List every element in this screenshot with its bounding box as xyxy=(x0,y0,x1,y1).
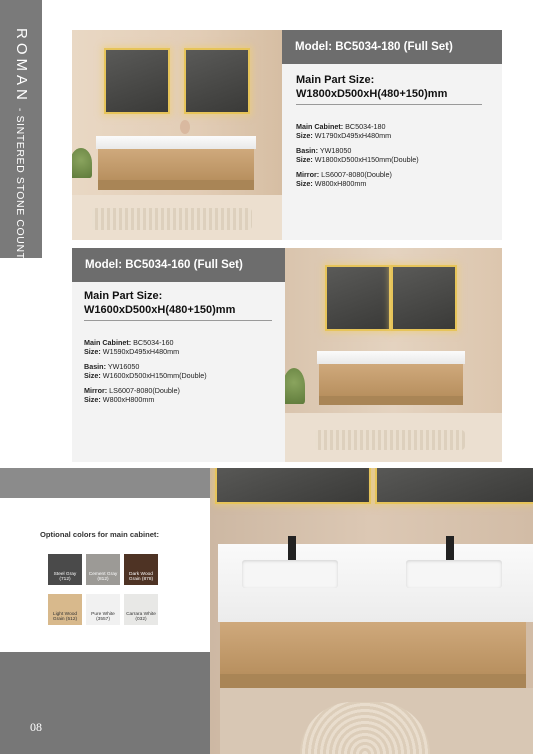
page-number: 08 xyxy=(30,720,42,734)
info-panel-2 xyxy=(72,282,285,462)
product-photo-2 xyxy=(285,248,502,462)
color-options-title: Optional colors for main cabinet: xyxy=(40,530,159,539)
spec-basin-1: Basin: YW18050 Size: W1800xD500xH150mm(Double) xyxy=(296,146,419,165)
main-part-value-1: W1800xD500xH(480+150)mm xyxy=(296,88,448,100)
swatch-dark-wood-grain: Dark Wood Grain (878) xyxy=(124,554,158,585)
sidebar-branding xyxy=(0,0,42,276)
swatch-steel-gray: Steel Gray (712) xyxy=(48,554,82,585)
product-photo-1 xyxy=(72,30,282,240)
bottom-band-lower xyxy=(0,652,214,754)
swatch-cement-gray: Cement Gray (812) xyxy=(86,554,120,585)
divider-2 xyxy=(84,320,272,321)
bottom-band-top xyxy=(0,468,214,498)
spec-mirror-1: Mirror: LS6007-8080(Double) Size: W800xH800mm xyxy=(296,170,392,189)
brand-name: ROMAN xyxy=(13,28,30,104)
main-part-label-2: Main Part Size: xyxy=(84,290,163,302)
main-part-value-2: W1600xD500xH(480+150)mm xyxy=(84,304,236,316)
model-title-2: Model: BC5034-160 (Full Set) xyxy=(72,248,298,282)
spec-mirror-2: Mirror: LS6007-8080(Double) Size: W800xH800mm xyxy=(84,386,180,405)
divider-1 xyxy=(296,104,482,105)
product-photo-closeup xyxy=(210,468,533,754)
model-title-1: Model: BC5034-180 (Full Set) xyxy=(282,30,502,64)
swatch-pure-white: Pure White (3557) xyxy=(86,594,120,625)
brand-tagline: - SINTERED STONE COUNTER xyxy=(14,107,26,276)
info-panel-1 xyxy=(282,64,502,240)
spec-basin-2: Basin: YW16050 Size: W1600xD500xH150mm(Double) xyxy=(84,362,207,381)
swatch-light-wood-grain: Light Wood Grain (512) xyxy=(48,594,82,625)
main-part-label-1: Main Part Size: xyxy=(296,74,375,86)
spec-cabinet-1: Main Cabinet: BC5034-180 Size: W1790xD495xH480mm xyxy=(296,122,392,141)
sidebar-brand-line xyxy=(12,28,30,275)
spec-cabinet-2: Main Cabinet: BC5034-160 Size: W1590xD495xH480mm xyxy=(84,338,180,357)
swatch-carrara-white: Carrara White (032) xyxy=(124,594,158,625)
